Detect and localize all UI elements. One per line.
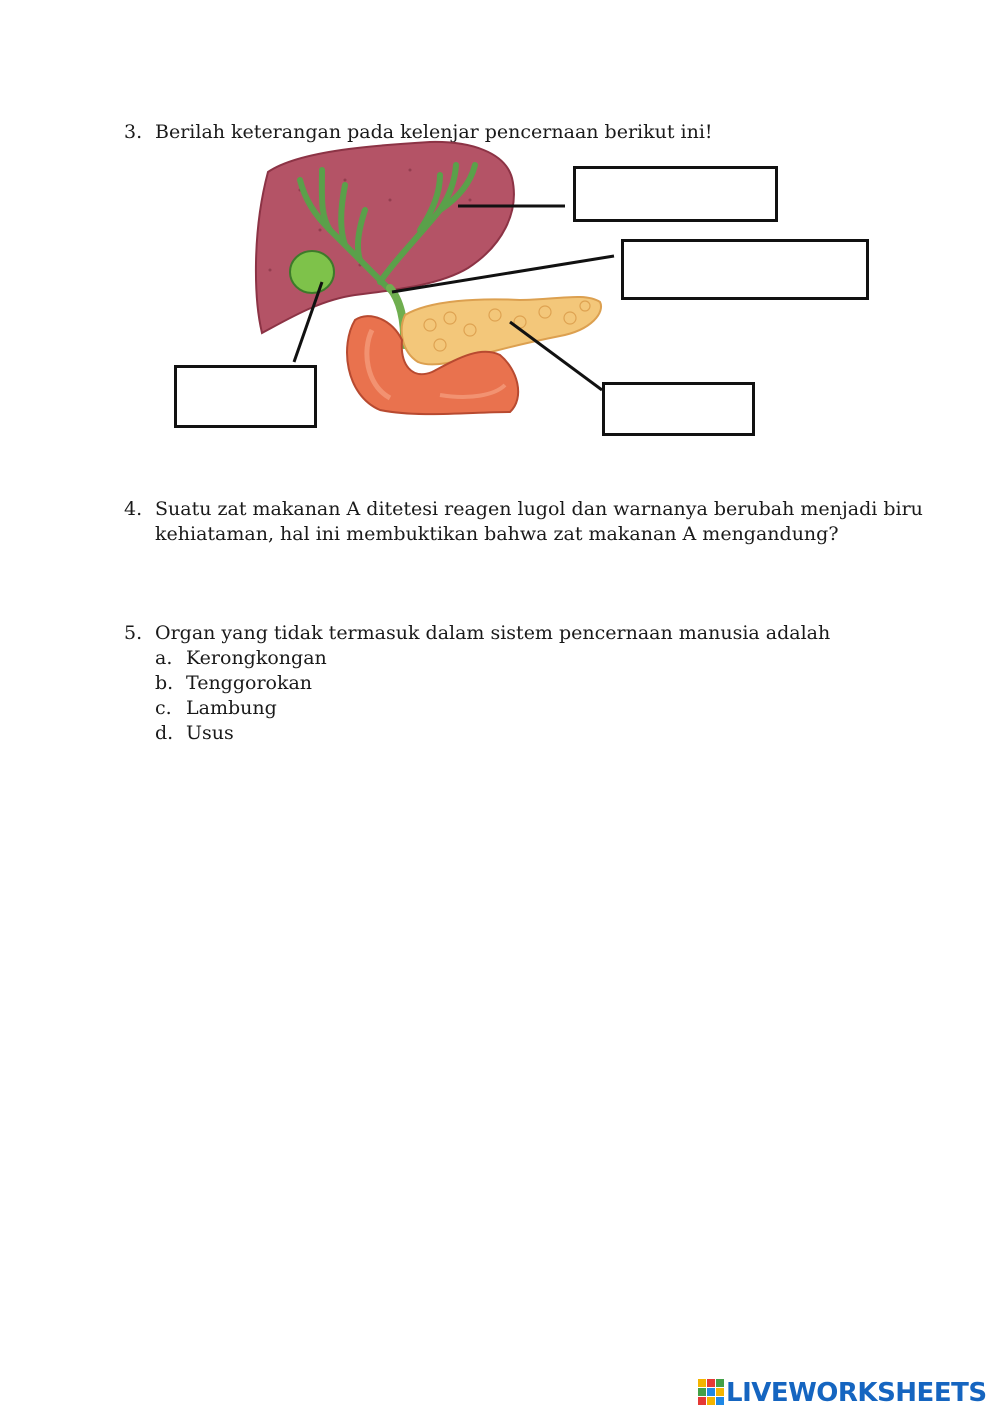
answer-box-gallbladder[interactable] <box>174 365 317 428</box>
option-letter: c. <box>155 697 172 719</box>
option-letter: d. <box>155 722 174 744</box>
answer-box-liver[interactable] <box>573 166 778 222</box>
answer-box-pancreas[interactable] <box>602 382 755 436</box>
question-5-number: 5. <box>124 622 143 644</box>
liveworksheets-logo-icon <box>698 1379 724 1406</box>
question-3-text: Berilah keterangan pada kelenjar pencernaan berikut ini! <box>155 121 713 143</box>
option-letter: a. <box>155 647 173 669</box>
gallbladder-illustration <box>290 251 334 293</box>
liveworksheets-logo <box>698 1377 998 1409</box>
question-3-number: 3. <box>124 121 143 143</box>
liveworksheets-logo-text: LIVEWORKSHEETS <box>726 1378 987 1408</box>
option-text: Kerongkongan <box>186 647 327 669</box>
option-text: Lambung <box>186 697 277 719</box>
question-5-text: Organ yang tidak termasuk dalam sistem pencernaan manusia adalah <box>155 622 831 644</box>
question-4-text-line-1: Suatu zat makanan A ditetesi reagen lugol dan warnanya berubah menjadi biru <box>155 498 923 520</box>
option-text: Usus <box>186 722 234 744</box>
question-5 <box>124 621 904 751</box>
option-letter: b. <box>155 672 174 694</box>
question-4-text-line-2: kehiataman, hal ini membuktikan bahwa zat makanan A mengandung? <box>155 523 839 545</box>
question-4-number: 4. <box>124 498 143 520</box>
option-text: Tenggorokan <box>186 672 313 694</box>
answer-box-bile-duct[interactable] <box>621 239 869 300</box>
question-4 <box>124 497 923 549</box>
